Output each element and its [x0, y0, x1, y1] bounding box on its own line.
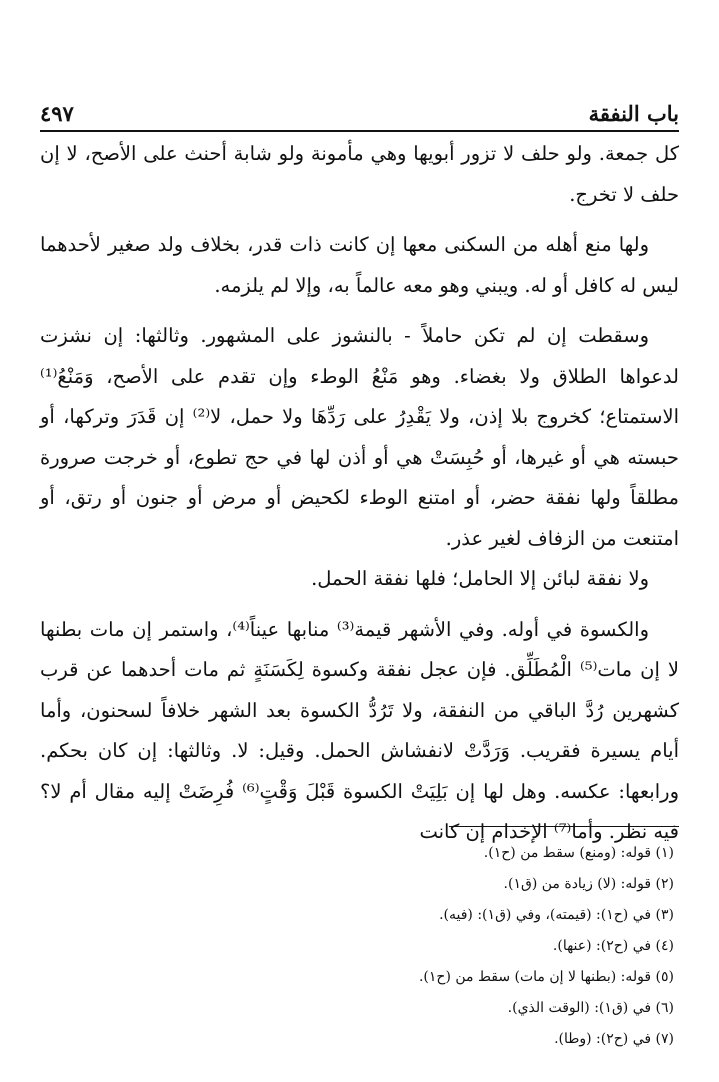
page-number: ٤٩٧: [40, 101, 74, 126]
footnote-1: (١) قوله: (ومنع) سقط من (ح١).: [483, 845, 674, 861]
paragraph-5: والكسوة في أوله. وفي الأشهر قيمة⁽³⁾ منابها عيناً⁽⁴⁾، واستمر إن مات بطنها لا إن مات⁽⁵⁾ الْمُطَلِّق. فإن عجل نفقة وكسوة لِكَسَنَةٍ ثم مات أحدهما عن قرب كشهرين رُدَّ الباقي من النفقة، ولا تَرُدُّ الكسوة بعد الشهر خلافاً لسحنون، وأما أيام يسيرة فقريب. وَرَدَّتْ لانفشاش الحمل. وقيل: لا. وثالثها: إن كان بحكم. ورابعها: عكسه. وهل لها إن بَلِيَتْ الكسوة قَبْلَ وَقْتٍ⁽⁶⁾ فُرِضَتْ إليه مقال أم لا؟ فيه نظر. وأما⁽⁷⁾ الإخدام إن كانت: [40, 617, 679, 843]
chapter-title: باب النفقة: [588, 101, 679, 126]
paragraph-1: كل جمعة. ولو حلف لا تزور أبويها وهي مأمونة ولو شابة أحنث على الأصح، لا إن حلف لا تخرج.: [40, 142, 679, 206]
running-header: [40, 92, 679, 132]
footnote-4: (٤) في (ح٢): (عنها).: [552, 938, 674, 954]
footnote-5: (٥) قوله: (بطنها لا إن مات) سقط من (ح١).: [418, 969, 674, 985]
footnotes: [40, 838, 674, 1055]
footnote-2: (٢) قوله: (لا) زيادة من (ق١).: [503, 876, 674, 892]
paragraph-3: وسقطت إن لم تكن حاملاً - بالنشوز على المشهور. وثالثها: إن نشزت لدعواها الطلاق ولا بغضاء. وهو مَنْعُ الوطء وإن تقدم على الأصح، وَمَنْعُ⁽¹⁾ الاستمتاع؛ كخروج بلا إذن، ولا يَقْدِرُ على رَدِّهَا ولا حمل، لا⁽²⁾ إن قَدَرَ وتركها، أو حبسته هي أو غيرها، أو حُبِسَتْ هي أو أذن لها في حج تطوع، أو خرجت صرورة مطلقاً ولها نفقة حضر، أو امتنع الوطء لكحيض أو مرض أو جنون أو رتق، أو امتنعت من الزفاف لغير عذر.: [40, 324, 679, 550]
footnote-7: (٧) في (ح٢): (وطا).: [554, 1031, 674, 1047]
paragraph-4: ولا نفقة لبائن إلا الحامل؛ فلها نفقة الحمل.: [311, 567, 649, 590]
footnote-6: (٦) في (ق١): (الوقت الذي).: [507, 1000, 674, 1016]
paragraph-2: ولها منع أهله من السكنى معها إن كانت ذات قدر، بخلاف ولد صغير لأحدهما ليس له كافل أو له. ويبني وهو معه عالماً به، وإلا لم يلزمه.: [40, 233, 679, 297]
footnote-separator: [449, 826, 679, 827]
main-text: [40, 134, 679, 853]
footnote-3: (٣) في (ح١): (قيمته)، وفي (ق١): (فيه).: [439, 907, 674, 923]
